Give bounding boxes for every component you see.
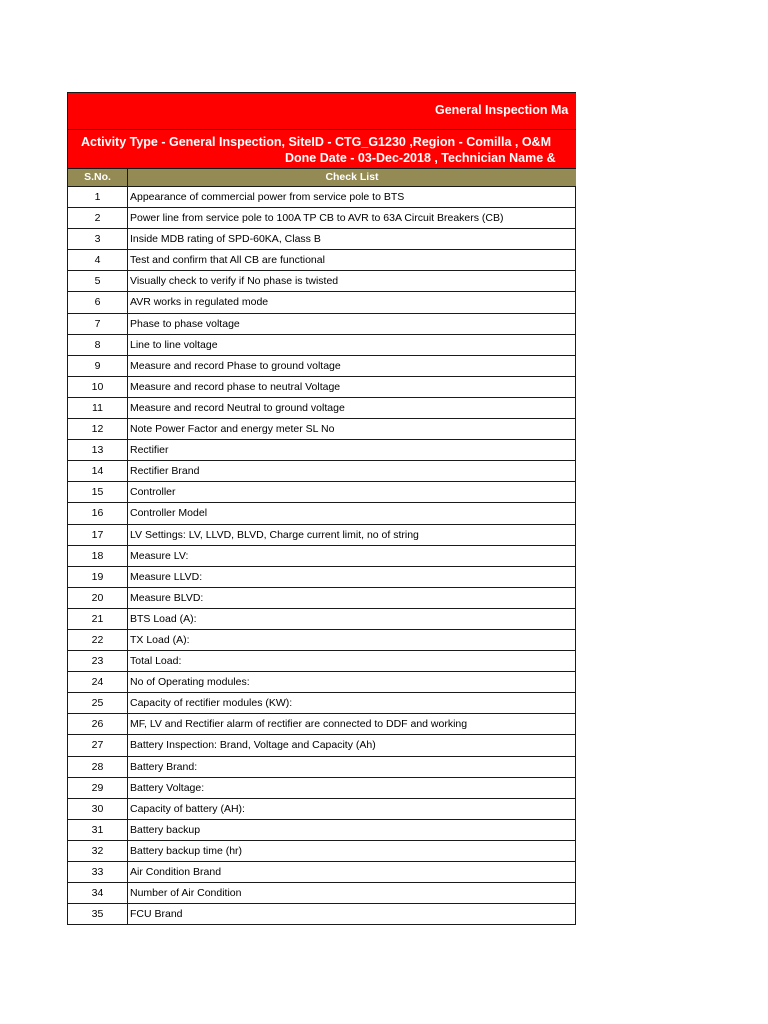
row-number: 8 xyxy=(68,335,128,355)
table-row xyxy=(67,250,576,271)
checklist-item: Measure LV: xyxy=(130,549,189,562)
row-number: 4 xyxy=(68,250,128,270)
row-number: 5 xyxy=(68,271,128,291)
row-number: 28 xyxy=(68,757,128,777)
table-row xyxy=(67,271,576,292)
checklist-item: Capacity of battery (AH): xyxy=(130,802,245,815)
checklist-item: Controller Model xyxy=(130,507,208,520)
checklist-item: LV Settings: LV, LLVD, BLVD, Charge current limit, no of string xyxy=(130,528,419,541)
checklist-item: Measure and record Neutral to ground voltage xyxy=(130,401,345,414)
table-row xyxy=(67,208,576,229)
checklist-item: Battery Brand: xyxy=(130,760,198,773)
checklist-item: TX Load (A): xyxy=(130,633,190,646)
checklist-item: Inside MDB rating of SPD-60KA, Class B xyxy=(130,233,321,246)
checklist-item: Controller xyxy=(130,486,176,499)
table-row xyxy=(67,820,576,841)
checklist-item: MF, LV and Rectifier alarm of rectifier are connected to DDF and working xyxy=(130,718,468,731)
checklist-item: BTS Load (A): xyxy=(130,612,197,625)
table-row xyxy=(67,440,576,461)
activity-band xyxy=(67,129,576,169)
row-number: 9 xyxy=(68,356,128,376)
table-row xyxy=(67,229,576,250)
header-sno: S.No. xyxy=(68,169,128,186)
table-row xyxy=(67,398,576,419)
table-row xyxy=(67,292,576,313)
table-row xyxy=(67,651,576,672)
row-number: 12 xyxy=(68,419,128,439)
table-row xyxy=(67,609,576,630)
checklist-item: Air Condition Brand xyxy=(130,866,222,878)
table-row xyxy=(67,757,576,778)
table-row xyxy=(67,778,576,799)
checklist-item: Line to line voltage xyxy=(130,338,218,351)
checklist-item: Total Load: xyxy=(130,655,182,668)
row-number: 1 xyxy=(68,187,128,207)
table-row xyxy=(67,335,576,356)
table-row xyxy=(67,630,576,651)
checklist-item: Battery Voltage: xyxy=(130,781,205,794)
checklist-item: Rectifier xyxy=(130,444,169,457)
row-number: 26 xyxy=(68,714,128,734)
table-row xyxy=(67,714,576,735)
row-number: 32 xyxy=(68,841,128,861)
table-row xyxy=(67,377,576,398)
table-header xyxy=(67,169,576,187)
row-number: 30 xyxy=(68,799,128,819)
table-row xyxy=(67,735,576,756)
row-number: 13 xyxy=(68,440,128,460)
title-band xyxy=(67,92,576,129)
table-row xyxy=(67,862,576,883)
row-number: 21 xyxy=(68,609,128,629)
checklist-item: Measure BLVD: xyxy=(130,591,204,604)
checklist-item: Visually check to verify if No phase is twisted xyxy=(130,275,339,288)
table-row xyxy=(67,904,576,925)
checklist-item: Measure and record Phase to ground voltage xyxy=(130,359,341,372)
row-number: 7 xyxy=(68,314,128,334)
inspection-sheet xyxy=(67,92,576,925)
row-number: 10 xyxy=(68,377,128,397)
row-number: 27 xyxy=(68,735,128,755)
row-number: 33 xyxy=(68,862,128,882)
row-number: 31 xyxy=(68,820,128,840)
table-row xyxy=(67,461,576,482)
table-row xyxy=(67,314,576,335)
row-number: 25 xyxy=(68,693,128,713)
checklist-item: No of Operating modules: xyxy=(130,676,250,689)
checklist-item: Capacity of rectifier modules (KW): xyxy=(130,697,293,710)
activity-line-1: Activity Type - General Inspection, SiteID - CTG_G1230 ,Region - Comilla , O&M xyxy=(81,135,552,149)
row-number: 18 xyxy=(68,546,128,566)
row-number: 2 xyxy=(68,208,128,228)
table-row xyxy=(67,482,576,503)
row-number: 20 xyxy=(68,588,128,608)
row-number: 17 xyxy=(68,525,128,545)
table-row xyxy=(67,799,576,820)
checklist-item: Note Power Factor and energy meter SL No xyxy=(130,423,335,436)
checklist-table-body xyxy=(67,187,576,925)
checklist-item: Battery Inspection: Brand, Voltage and Capacity (Ah) xyxy=(130,739,376,752)
checklist-item: Rectifier Brand xyxy=(130,465,200,478)
checklist-item: Battery backup time (hr) xyxy=(130,844,243,857)
row-number: 3 xyxy=(68,229,128,249)
table-row xyxy=(67,567,576,588)
checklist-item: Phase to phase voltage xyxy=(130,317,240,330)
checklist-item: Power line from service pole to 100A TP CB to AVR to 63A Circuit Breakers (CB) xyxy=(130,212,504,225)
table-row xyxy=(67,883,576,904)
activity-line-2: Done Date - 03-Dec-2018 , Technician Name & xyxy=(285,151,556,165)
header-checklist: Check List xyxy=(325,171,379,183)
table-row xyxy=(67,503,576,524)
row-number: 16 xyxy=(68,503,128,523)
checklist-item: Measure LLVD: xyxy=(130,570,203,583)
row-number: 11 xyxy=(68,398,128,418)
row-number: 22 xyxy=(68,630,128,650)
table-row xyxy=(67,693,576,714)
row-number: 35 xyxy=(68,904,128,924)
checklist-item: FCU Brand xyxy=(130,908,183,921)
checklist-item: AVR works in regulated mode xyxy=(130,296,269,309)
row-number: 6 xyxy=(68,292,128,312)
table-row xyxy=(67,356,576,377)
checklist-item: Test and confirm that All CB are functional xyxy=(130,254,325,267)
row-number: 19 xyxy=(68,567,128,587)
checklist-item: Number of Air Condition xyxy=(130,887,242,900)
table-row xyxy=(67,588,576,609)
row-number: 34 xyxy=(68,883,128,903)
table-row xyxy=(67,672,576,693)
sheet-title: General Inspection Ma xyxy=(435,103,569,117)
table-row xyxy=(67,187,576,208)
table-row xyxy=(67,419,576,440)
checklist-item: Measure and record phase to neutral Voltage xyxy=(130,380,341,393)
table-row xyxy=(67,841,576,862)
row-number: 23 xyxy=(68,651,128,671)
table-row xyxy=(67,525,576,546)
row-number: 29 xyxy=(68,778,128,798)
row-number: 24 xyxy=(68,672,128,692)
row-number: 15 xyxy=(68,482,128,502)
checklist-item: Appearance of commercial power from service pole to BTS xyxy=(130,191,405,203)
table-row xyxy=(67,546,576,567)
checklist-item: Battery backup xyxy=(130,823,201,836)
row-number: 14 xyxy=(68,461,128,481)
